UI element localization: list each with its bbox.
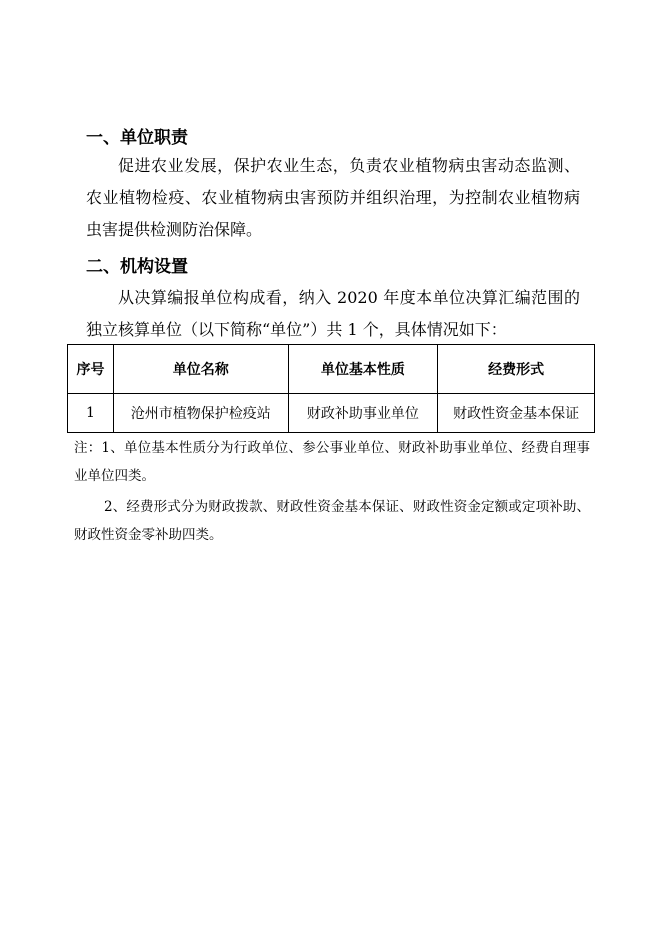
unit-table [67, 344, 595, 433]
cell-funding-form: 财政性资金基本保证 [438, 394, 595, 433]
duties-paragraph: 促进农业发展，保护农业生态，负责农业植物病虫害动态监测、农业植物检疫、农业植物病虫害预防并组织治理，为控制农业植物病虫害提供检测防治保障。 [86, 156, 580, 239]
column-header-unit-nature: 单位基本性质 [288, 345, 438, 394]
section-heading-duties: 一、单位职责 [86, 128, 188, 148]
cell-unit-nature: 财政补助事业单位 [288, 394, 438, 433]
table-header-row [68, 345, 595, 394]
footnote-funding-form: 2、经费形式分为财政拨款、财政性资金基本保证、财政性资金定额或定项补助、财政性资金零补助四类。 [74, 499, 590, 543]
footnote-unit-nature: 注：1、单位基本性质分为行政单位、参公事业单位、财政补助事业单位、经费自理事业单位四类。 [74, 440, 590, 484]
column-header-unit-name: 单位名称 [113, 345, 288, 394]
table-row [68, 394, 595, 433]
column-header-index: 序号 [68, 345, 114, 394]
cell-index: 1 [68, 394, 114, 433]
column-header-funding-form: 经费形式 [438, 345, 595, 394]
cell-unit-name: 沧州市植物保护检疫站 [113, 394, 288, 433]
section-heading-organization: 二、机构设置 [86, 257, 188, 277]
organization-paragraph: 从决算编报单位构成看，纳入 2020 年度本单位决算汇编范围的独立核算单位（以下简称“单位”）共 1 个，具体情况如下： [86, 288, 580, 339]
